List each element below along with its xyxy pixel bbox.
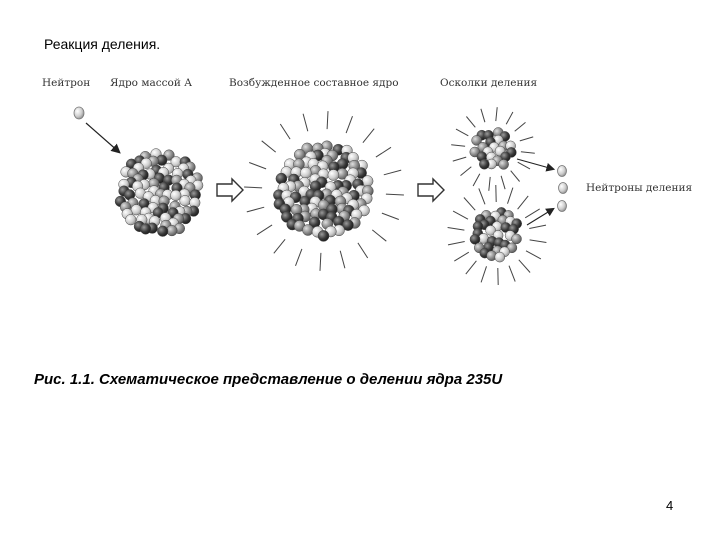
ray	[327, 111, 328, 129]
nucleon	[362, 176, 373, 187]
ray	[530, 240, 547, 243]
ray	[384, 170, 401, 175]
ray	[454, 252, 469, 261]
nucleon	[479, 159, 489, 169]
nucleon	[171, 190, 182, 201]
ray	[376, 147, 391, 157]
ray	[481, 266, 486, 282]
ray	[320, 253, 321, 271]
fission-neutrons	[558, 166, 568, 212]
ray	[521, 152, 535, 153]
nucleon	[328, 170, 339, 181]
ray	[529, 225, 546, 228]
ray	[382, 213, 399, 219]
ray	[453, 157, 466, 161]
ray	[244, 187, 262, 188]
ray	[303, 114, 308, 131]
nucleon	[300, 167, 311, 178]
ray	[515, 122, 526, 131]
ray	[346, 116, 352, 133]
ray	[466, 117, 475, 128]
ray	[249, 163, 266, 169]
fission-fragment-2	[470, 207, 522, 262]
page-number: 4	[666, 498, 674, 513]
nucleon	[512, 234, 522, 244]
ray	[464, 198, 475, 211]
incoming-neutron	[74, 107, 84, 119]
ray	[496, 107, 497, 121]
ray	[519, 260, 530, 273]
ray	[508, 188, 513, 204]
ray	[257, 225, 272, 235]
ray	[448, 242, 465, 245]
ray	[363, 129, 374, 143]
nucleon	[318, 230, 329, 241]
ray	[526, 251, 541, 259]
nucleus-mass-a	[115, 149, 203, 237]
ray	[262, 141, 276, 152]
ray	[518, 196, 529, 209]
fission-fragment-1	[470, 128, 517, 170]
ray	[511, 171, 520, 182]
label-fission-fragments: Осколки деления	[440, 77, 538, 89]
ray	[509, 266, 515, 282]
ray	[466, 261, 477, 274]
ray	[481, 109, 485, 122]
ray	[501, 176, 505, 189]
ray	[453, 211, 468, 219]
ray	[340, 251, 345, 268]
label-fission-neutrons: Нейтроны деления	[586, 182, 693, 194]
ray	[489, 177, 490, 191]
process-arrow-1	[217, 179, 243, 201]
nucleon	[276, 173, 287, 184]
slide-title: Реакция деления.	[44, 36, 161, 52]
ray	[461, 167, 472, 176]
nucleon	[499, 159, 509, 169]
ray	[296, 249, 302, 266]
nucleon	[126, 214, 137, 225]
ray	[247, 207, 264, 212]
ray	[479, 188, 485, 204]
nucleon	[495, 252, 505, 262]
label-nucleus-mass-a: Ядро массой А	[110, 77, 193, 89]
ray	[386, 194, 404, 195]
ray	[448, 228, 465, 231]
figure-caption: Рис. 1.1. Схематическое представление о делении ядра 235U	[34, 371, 503, 388]
ray	[518, 162, 530, 169]
nucleon	[157, 226, 168, 237]
ray	[525, 209, 540, 218]
ray	[473, 174, 480, 186]
fission-neutron-arrow-1	[517, 159, 553, 169]
label-neutron: Нейтрон	[42, 77, 91, 89]
label-excited-compound-nucleus: Возбужденное составное ядро	[229, 77, 399, 89]
excited-compound-nucleus	[273, 141, 373, 242]
ray	[451, 145, 465, 146]
ray	[280, 124, 290, 139]
ray	[274, 239, 285, 253]
nucleon	[140, 224, 151, 235]
ray	[358, 243, 368, 258]
nucleon	[180, 195, 191, 206]
fission-neutron-arrow-2	[527, 209, 553, 225]
ray	[506, 112, 513, 124]
ray	[456, 129, 468, 136]
ray	[520, 137, 533, 141]
process-arrow-2	[418, 179, 444, 201]
nucleon	[302, 225, 313, 236]
neutron-arrow	[86, 123, 119, 152]
ray	[372, 230, 386, 241]
